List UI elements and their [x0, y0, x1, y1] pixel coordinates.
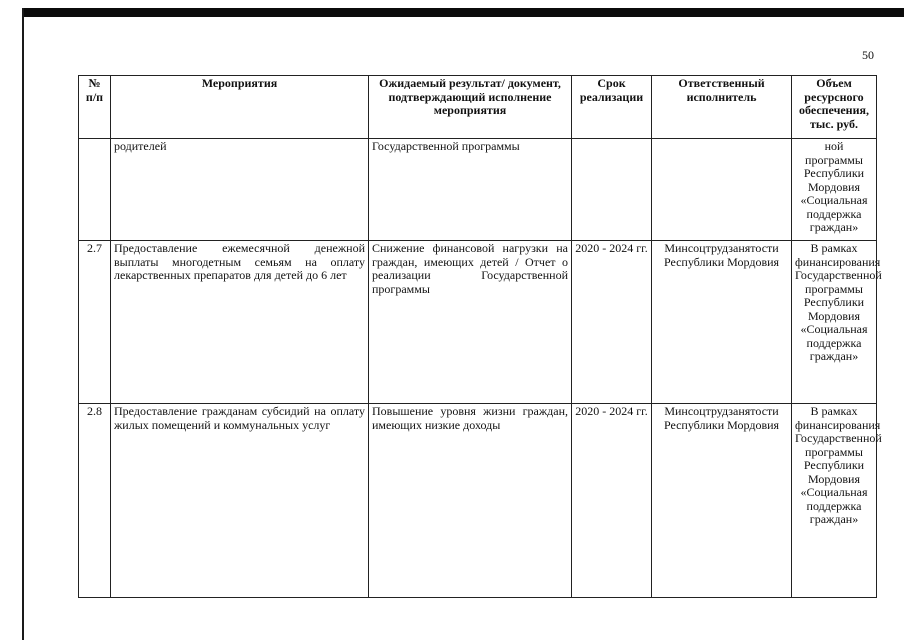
scan-left-border: [22, 8, 24, 640]
cell-volume: В рамках финансирования Государственной программы Республики Мордовия «Социальная поддержка граждан»: [792, 404, 877, 598]
table-row: [79, 404, 877, 598]
cell-term: 2020 - 2024 гг.: [572, 404, 652, 598]
cell-term: 2020 - 2024 гг.: [572, 241, 652, 404]
header-num: № п/п: [79, 76, 111, 139]
page-number: 50: [862, 48, 874, 62]
cell-result: Государственной программы: [369, 139, 572, 241]
table-header-row: [79, 76, 877, 139]
cell-event: родителей: [111, 139, 369, 241]
cell-num: 2.7: [79, 241, 111, 404]
cell-result: Повышение уровня жизни граждан, имеющих низкие доходы: [369, 404, 572, 598]
header-executor: Ответственный исполнитель: [652, 76, 792, 139]
cell-executor: [652, 139, 792, 241]
cell-num: [79, 139, 111, 241]
cell-term: [572, 139, 652, 241]
cell-result: Снижение финансовой нагрузки на граждан, имеющих детей / Отчет о реализации Государственной программы: [369, 241, 572, 404]
cell-volume: ной программы Республики Мордовия «Социальная поддержка граждан»: [792, 139, 877, 241]
header-term: Срок реализации: [572, 76, 652, 139]
cell-executor: Минсоцтрудзанятости Республики Мордовия: [652, 404, 792, 598]
table-row: [79, 139, 877, 241]
cell-event: Предоставление ежемесячной денежной выплаты многодетным семьям на оплату лекарственных препаратов для детей до 6 лет: [111, 241, 369, 404]
scan-top-border: [22, 8, 904, 17]
table-row: [79, 241, 877, 404]
cell-volume: В рамках финансирования Государственной программы Республики Мордовия «Социальная поддержка граждан»: [792, 241, 877, 404]
cell-num: 2.8: [79, 404, 111, 598]
program-table: [78, 75, 882, 598]
header-result: Ожидаемый результат/ документ, подтверждающий исполнение мероприятия: [369, 76, 572, 139]
header-volume: Объем ресурсного обеспечения, тыс. руб.: [792, 76, 877, 139]
cell-event: Предоставление гражданам субсидий на оплату жилых помещений и коммунальных услуг: [111, 404, 369, 598]
header-event: Мероприятия: [111, 76, 369, 139]
cell-executor: Минсоцтрудзанятости Республики Мордовия: [652, 241, 792, 404]
